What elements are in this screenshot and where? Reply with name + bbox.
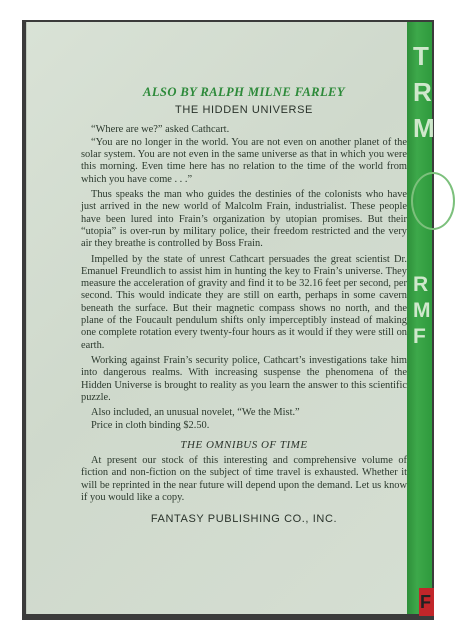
spine-author-letters [413,272,431,350]
spine-letter: F [413,325,426,348]
spine-title-letters [413,38,435,146]
price-line: Price in cloth binding $2.50. [91,420,210,432]
spine-publisher-label: F [419,588,434,616]
publisher-name: FANTASY PUBLISHING CO., INC. [150,513,338,526]
omnibus-heading: THE OMNIBUS OF TIME [180,438,308,451]
book-title-heading: THE HIDDEN UNIVERSE [175,104,313,117]
blurb-paragraph: Thus speaks the man who guides the destinies of the colonists who have just arrived in the new world of Malcolm Frain, industrialist. These people have been lured into Frain’s organization by utopian promises. But their “utopia” is over-run by military police, their freedom restricted and the very air they breathe is controlled by Boss Frain. [81,189,407,250]
spine-letter: M [413,113,435,143]
blurb-paragraph: “Where are we?” asked Cathcart. [91,123,230,135]
back-cover [26,22,407,614]
blurb-paragraph: Working against Frain’s security police, Cathcart’s investigations take him into dangerous realms. With increasing suspense the phenomena of the Hidden Universe is brought to reality as you learn the answer to this scientific puzzle. [81,354,407,403]
spine-letter: T [413,41,429,71]
blurb-paragraph: Also included, an unusual novelet, “We the Mist.” [91,407,300,419]
omnibus-paragraph: At present our stock of this interesting and comprehensive volume of fiction and non-fiction on the subject of time travel is exhausted. Whether it will be reprinted in the near future will depend upon the demand. Let us know if you would like a copy. [81,455,407,503]
spine-circle-emblem [411,172,455,230]
back-cover-text [81,86,407,526]
also-by-heading: ALSO BY RALPH MILNE FARLEY [143,85,345,99]
spine-letter: M [413,299,431,322]
spine-letter: R [413,77,432,107]
spine-letter: R [413,273,429,296]
blurb-paragraph: “You are no longer in the world. You are not even on another planet of the solar system. You are not even in the same universe as that in which you were this morning. Even time here has no relation to the time of the world from which you have come . . .” [81,136,407,185]
blurb-paragraph: Impelled by the state of unrest Cathcart persuades the great scientist Dr. Emanuel Freundlich to assist him in hunting the key to Frain’s universe. They measure the acceleration of gravity and find it to be 32.16 feet per second, per second. This would indicate they are still on earth, perhaps in some cavern beneath the surface. But their magnetic compass shows no north, and the plane of the Foucault pendulum shifts only imperceptibly instead of making one complete rotation every twenty-four hours as it would if they were still on earth. [81,253,407,351]
book-spine [407,22,435,614]
